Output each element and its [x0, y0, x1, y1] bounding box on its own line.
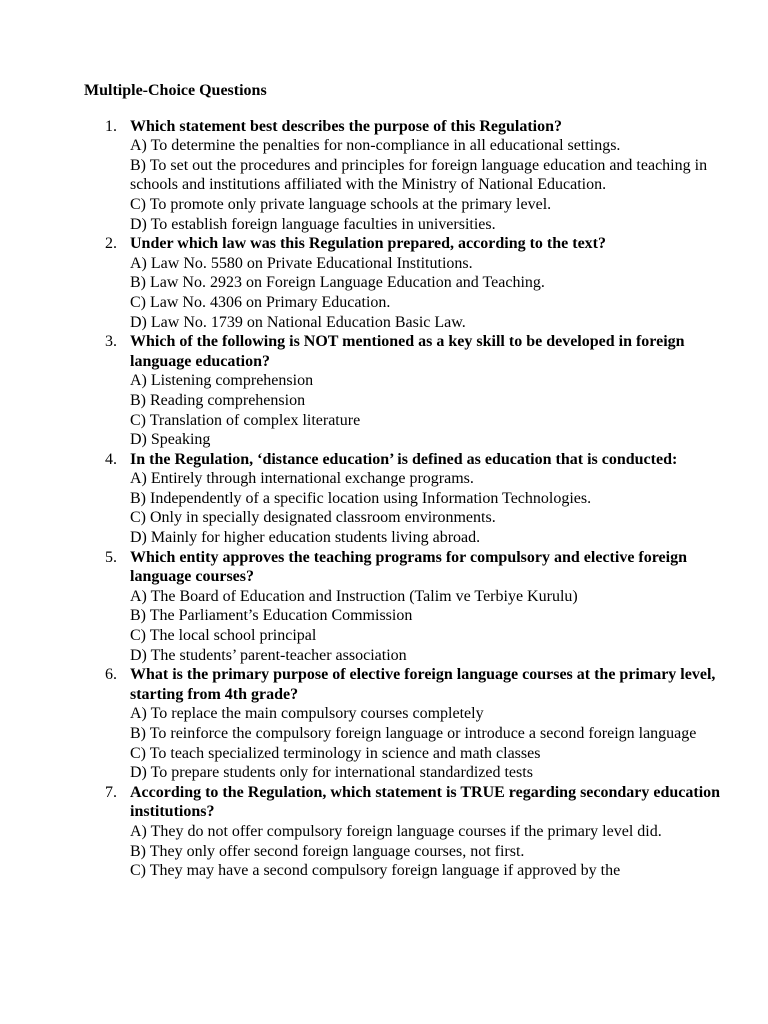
question-text: What is the primary purpose of elective foreign language courses at the primary level, starting from 4th grade?	[130, 666, 716, 703]
question-number: 5.	[105, 548, 117, 566]
answer-option: A) The Board of Education and Instruction (Talim ve Terbiye Kurulu)	[130, 587, 578, 605]
question-list	[84, 117, 724, 881]
answer-option: A) Listening comprehension	[130, 372, 314, 390]
question-item	[84, 665, 724, 783]
question-number: 2.	[105, 235, 117, 253]
answer-option: C) Translation of complex literature	[130, 411, 361, 429]
question-item	[84, 234, 724, 332]
question-text: Which of the following is NOT mentioned as a key skill to be developed in foreign language education?	[130, 333, 685, 370]
document-title: Multiple-Choice Questions	[84, 82, 267, 99]
answer-option: D) Mainly for higher education students living abroad.	[130, 529, 481, 547]
answer-option: A) Law No. 5580 on Private Educational Institutions.	[130, 254, 473, 272]
answer-option: A) To determine the penalties for non-compliance in all educational settings.	[130, 137, 621, 155]
answer-option: B) To reinforce the compulsory foreign language or introduce a second foreign language	[130, 725, 697, 742]
answer-option: C) To teach specialized terminology in science and math classes	[130, 744, 541, 762]
answer-option: D) Speaking	[130, 431, 211, 449]
question-text: According to the Regulation, which statement is TRUE regarding secondary education institutions?	[130, 783, 721, 821]
question-text: Which statement best describes the purpose of this Regulation?	[130, 117, 562, 135]
question-text: Which entity approves the teaching programs for compulsory and elective foreign language courses?	[130, 548, 687, 586]
answer-option: B) They only offer second foreign language courses, not first.	[130, 842, 525, 860]
answer-option: C) They may have a second compulsory foreign language if approved by the	[130, 862, 621, 880]
document-page	[84, 81, 724, 881]
answer-option: C) Law No. 4306 on Primary Education.	[130, 293, 391, 311]
answer-option: D) To prepare students only for international standardized tests	[130, 764, 533, 782]
question-item	[84, 450, 724, 548]
question-item	[84, 332, 724, 450]
answer-option: B) The Parliament’s Education Commission	[130, 607, 413, 625]
answer-option: C) To promote only private language schools at the primary level.	[130, 195, 552, 213]
answer-option: B) To set out the procedures and principles for foreign language education and teaching in schools and institutions affiliated with the Ministry of National Education.	[130, 156, 708, 194]
question-item	[84, 783, 724, 881]
question-number: 6.	[105, 666, 117, 684]
question-number: 3.	[105, 333, 117, 351]
question-item	[84, 117, 724, 235]
answer-option: B) Reading comprehension	[130, 391, 306, 409]
answer-option: A) Entirely through international exchange programs.	[130, 470, 474, 488]
question-number: 7.	[105, 783, 117, 801]
answer-option: B) Independently of a specific location using Information Technologies.	[130, 489, 592, 507]
question-number: 1.	[105, 117, 117, 135]
question-text: In the Regulation, ‘distance education’ is defined as education that is conducted:	[130, 450, 678, 468]
answer-option: D) To establish foreign language faculties in universities.	[130, 215, 496, 233]
question-number: 4.	[105, 450, 117, 468]
question-text: Under which law was this Regulation prepared, according to the text?	[130, 235, 606, 253]
answer-option: D) Law No. 1739 on National Education Basic Law.	[130, 313, 466, 331]
answer-option: C) Only in specially designated classroom environments.	[130, 509, 496, 527]
answer-option: B) Law No. 2923 on Foreign Language Education and Teaching.	[130, 274, 545, 292]
question-item	[84, 548, 724, 666]
answer-option: A) To replace the main compulsory courses completely	[130, 705, 484, 723]
answer-option: A) They do not offer compulsory foreign language courses if the primary level did.	[130, 822, 662, 840]
answer-option: C) The local school principal	[130, 627, 317, 645]
answer-option: D) The students’ parent-teacher association	[130, 646, 407, 664]
